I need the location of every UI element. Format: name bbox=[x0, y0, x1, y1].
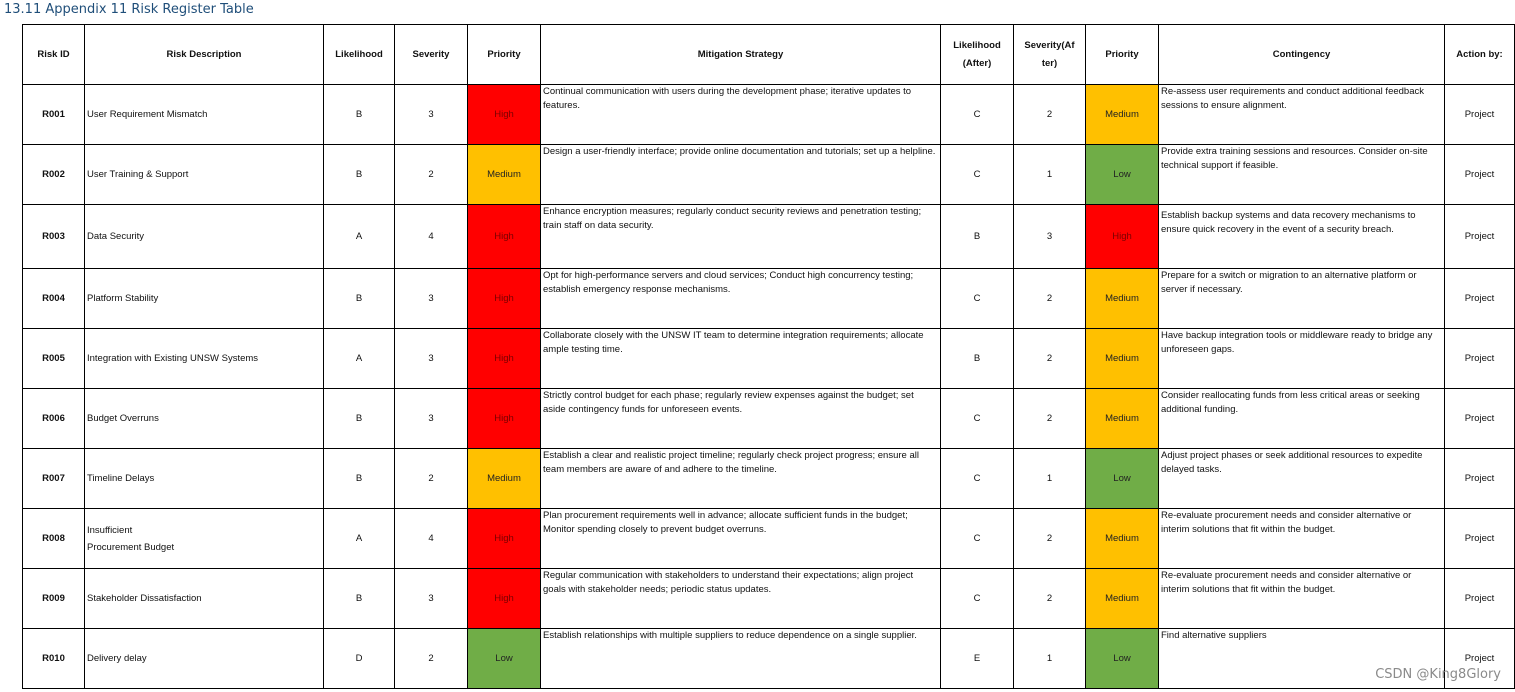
risk-table-body bbox=[23, 85, 1515, 689]
cell-likelihood-after: C bbox=[941, 569, 1014, 629]
cell-contingency: Establish backup systems and data recovery mechanisms to ensure quick recovery in the event of a security breach. bbox=[1159, 205, 1445, 269]
cell-priority-after: Medium bbox=[1086, 269, 1159, 329]
cell-likelihood-after: E bbox=[941, 629, 1014, 689]
watermark: CSDN @King8Glory bbox=[1375, 667, 1501, 682]
cell-severity: 3 bbox=[395, 85, 468, 145]
cell-risk-id: R010 bbox=[23, 629, 85, 689]
cell-severity-after: 2 bbox=[1014, 85, 1086, 145]
cell-risk-description: Data Security bbox=[85, 205, 324, 269]
cell-risk-description: Delivery delay bbox=[85, 629, 324, 689]
cell-contingency: Have backup integration tools or middleware ready to bridge any unforeseen gaps. bbox=[1159, 329, 1445, 389]
cell-risk-description: Insufficient Procurement Budget bbox=[85, 509, 324, 569]
cell-priority: Medium bbox=[468, 449, 541, 509]
cell-risk-description: Budget Overruns bbox=[85, 389, 324, 449]
cell-severity-after: 3 bbox=[1014, 205, 1086, 269]
cell-likelihood: D bbox=[324, 629, 395, 689]
cell-contingency: Re-evaluate procurement needs and consider alternative or interim solutions that fit within the budget. bbox=[1159, 569, 1445, 629]
cell-likelihood: A bbox=[324, 329, 395, 389]
cell-contingency: Re-evaluate procurement needs and consider alternative or interim solutions that fit within the budget. bbox=[1159, 509, 1445, 569]
cell-likelihood-after: C bbox=[941, 145, 1014, 205]
table-row bbox=[23, 329, 1515, 389]
cell-risk-description: Timeline Delays bbox=[85, 449, 324, 509]
table-row bbox=[23, 449, 1515, 509]
cell-likelihood: B bbox=[324, 449, 395, 509]
cell-risk-id: R005 bbox=[23, 329, 85, 389]
cell-action-by: Project bbox=[1445, 329, 1515, 389]
header-priority: Priority bbox=[468, 25, 541, 85]
cell-risk-id: R009 bbox=[23, 569, 85, 629]
cell-priority: High bbox=[468, 509, 541, 569]
cell-severity: 2 bbox=[395, 629, 468, 689]
header-likelihood: Likelihood bbox=[324, 25, 395, 85]
cell-likelihood-after: C bbox=[941, 389, 1014, 449]
cell-priority-after: Low bbox=[1086, 629, 1159, 689]
cell-risk-description: Integration with Existing UNSW Systems bbox=[85, 329, 324, 389]
cell-likelihood-after: C bbox=[941, 449, 1014, 509]
header-priority-after: Priority bbox=[1086, 25, 1159, 85]
cell-priority-after: Medium bbox=[1086, 509, 1159, 569]
cell-severity-after: 2 bbox=[1014, 329, 1086, 389]
table-row bbox=[23, 269, 1515, 329]
cell-risk-id: R002 bbox=[23, 145, 85, 205]
cell-mitigation-strategy: Strictly control budget for each phase; regularly review expenses against the budget; set aside contingency funds for unforeseen events. bbox=[541, 389, 941, 449]
cell-risk-id: R007 bbox=[23, 449, 85, 509]
table-row bbox=[23, 569, 1515, 629]
cell-priority: Medium bbox=[468, 145, 541, 205]
cell-severity-after: 1 bbox=[1014, 449, 1086, 509]
cell-mitigation-strategy: Establish a clear and realistic project timeline; regularly check project progress; ensure all team members are aware of and adhere to the timeline. bbox=[541, 449, 941, 509]
header-likelihood-after: Likelihood (After) bbox=[941, 25, 1014, 85]
cell-priority: High bbox=[468, 569, 541, 629]
cell-likelihood-after: B bbox=[941, 329, 1014, 389]
table-header-row bbox=[23, 25, 1515, 85]
risk-register-table bbox=[22, 24, 1515, 689]
cell-mitigation-strategy: Plan procurement requirements well in advance; allocate sufficient funds in the budget; Monitor spending closely to prevent budget overruns. bbox=[541, 509, 941, 569]
cell-severity: 3 bbox=[395, 569, 468, 629]
document-title: 13.11 Appendix 11 Risk Register Table bbox=[4, 2, 254, 17]
cell-contingency: Prepare for a switch or migration to an alternative platform or server if necessary. bbox=[1159, 269, 1445, 329]
cell-mitigation-strategy: Opt for high-performance servers and cloud services; Conduct high concurrency testing; establish emergency response mechanisms. bbox=[541, 269, 941, 329]
cell-action-by: Project bbox=[1445, 509, 1515, 569]
cell-likelihood: A bbox=[324, 509, 395, 569]
header-action-by: Action by: bbox=[1445, 25, 1515, 85]
header-severity: Severity bbox=[395, 25, 468, 85]
cell-risk-description: User Training & Support bbox=[85, 145, 324, 205]
cell-priority: High bbox=[468, 205, 541, 269]
cell-risk-description: Stakeholder Dissatisfaction bbox=[85, 569, 324, 629]
cell-priority-after: Medium bbox=[1086, 389, 1159, 449]
cell-action-by: Project bbox=[1445, 449, 1515, 509]
cell-priority: High bbox=[468, 389, 541, 449]
cell-action-by: Project bbox=[1445, 269, 1515, 329]
cell-likelihood-after: B bbox=[941, 205, 1014, 269]
cell-action-by: Project bbox=[1445, 389, 1515, 449]
header-contingency: Contingency bbox=[1159, 25, 1445, 85]
header-severity-after: Severity(Af ter) bbox=[1014, 25, 1086, 85]
cell-risk-id: R008 bbox=[23, 509, 85, 569]
table-row bbox=[23, 629, 1515, 689]
cell-severity-after: 2 bbox=[1014, 509, 1086, 569]
cell-likelihood: B bbox=[324, 85, 395, 145]
cell-likelihood: B bbox=[324, 145, 395, 205]
cell-priority: High bbox=[468, 329, 541, 389]
header-mitigation-strategy: Mitigation Strategy bbox=[541, 25, 941, 85]
cell-likelihood: B bbox=[324, 269, 395, 329]
cell-severity: 3 bbox=[395, 269, 468, 329]
table-row bbox=[23, 205, 1515, 269]
cell-risk-id: R004 bbox=[23, 269, 85, 329]
cell-likelihood-after: C bbox=[941, 269, 1014, 329]
cell-mitigation-strategy: Regular communication with stakeholders to understand their expectations; align project goals with stakeholder needs; periodic status updates. bbox=[541, 569, 941, 629]
cell-mitigation-strategy: Establish relationships with multiple suppliers to reduce dependence on a single supplier. bbox=[541, 629, 941, 689]
cell-action-by: Project bbox=[1445, 145, 1515, 205]
cell-severity: 4 bbox=[395, 205, 468, 269]
cell-risk-id: R001 bbox=[23, 85, 85, 145]
cell-likelihood: A bbox=[324, 205, 395, 269]
cell-severity-after: 1 bbox=[1014, 145, 1086, 205]
cell-risk-id: R003 bbox=[23, 205, 85, 269]
cell-action-by: Project bbox=[1445, 569, 1515, 629]
cell-priority-after: Low bbox=[1086, 145, 1159, 205]
cell-priority-after: Medium bbox=[1086, 329, 1159, 389]
cell-risk-description: User Requirement Mismatch bbox=[85, 85, 324, 145]
cell-mitigation-strategy: Design a user-friendly interface; provide online documentation and tutorials; set up a helpline. bbox=[541, 145, 941, 205]
cell-mitigation-strategy: Continual communication with users during the development phase; iterative updates to features. bbox=[541, 85, 941, 145]
table-row bbox=[23, 389, 1515, 449]
cell-action-by: Project bbox=[1445, 629, 1515, 689]
cell-likelihood: B bbox=[324, 569, 395, 629]
cell-mitigation-strategy: Collaborate closely with the UNSW IT team to determine integration requirements; allocate ample testing time. bbox=[541, 329, 941, 389]
cell-priority: High bbox=[468, 269, 541, 329]
table-row bbox=[23, 509, 1515, 569]
cell-severity-after: 2 bbox=[1014, 269, 1086, 329]
cell-severity-after: 1 bbox=[1014, 629, 1086, 689]
cell-priority-after: Low bbox=[1086, 449, 1159, 509]
table-row bbox=[23, 85, 1515, 145]
cell-likelihood-after: C bbox=[941, 509, 1014, 569]
cell-priority-after: Medium bbox=[1086, 85, 1159, 145]
cell-contingency: Provide extra training sessions and resources. Consider on-site technical support if feasible. bbox=[1159, 145, 1445, 205]
cell-severity: 2 bbox=[395, 145, 468, 205]
table-row bbox=[23, 145, 1515, 205]
cell-severity: 4 bbox=[395, 509, 468, 569]
cell-priority-after: High bbox=[1086, 205, 1159, 269]
header-risk-description: Risk Description bbox=[85, 25, 324, 85]
cell-likelihood: B bbox=[324, 389, 395, 449]
cell-risk-id: R006 bbox=[23, 389, 85, 449]
cell-priority-after: Medium bbox=[1086, 569, 1159, 629]
cell-likelihood-after: C bbox=[941, 85, 1014, 145]
cell-priority: Low bbox=[468, 629, 541, 689]
cell-contingency: Find alternative suppliers bbox=[1159, 629, 1445, 689]
cell-severity: 3 bbox=[395, 389, 468, 449]
cell-action-by: Project bbox=[1445, 85, 1515, 145]
cell-risk-description: Platform Stability bbox=[85, 269, 324, 329]
cell-severity: 2 bbox=[395, 449, 468, 509]
cell-contingency: Re-assess user requirements and conduct additional feedback sessions to ensure alignment. bbox=[1159, 85, 1445, 145]
cell-severity: 3 bbox=[395, 329, 468, 389]
cell-mitigation-strategy: Enhance encryption measures; regularly conduct security reviews and penetration testing; train staff on data security. bbox=[541, 205, 941, 269]
cell-action-by: Project bbox=[1445, 205, 1515, 269]
cell-priority: High bbox=[468, 85, 541, 145]
cell-contingency: Adjust project phases or seek additional resources to expedite delayed tasks. bbox=[1159, 449, 1445, 509]
cell-severity-after: 2 bbox=[1014, 569, 1086, 629]
cell-severity-after: 2 bbox=[1014, 389, 1086, 449]
header-risk-id: Risk ID bbox=[23, 25, 85, 85]
cell-contingency: Consider reallocating funds from less critical areas or seeking additional funding. bbox=[1159, 389, 1445, 449]
